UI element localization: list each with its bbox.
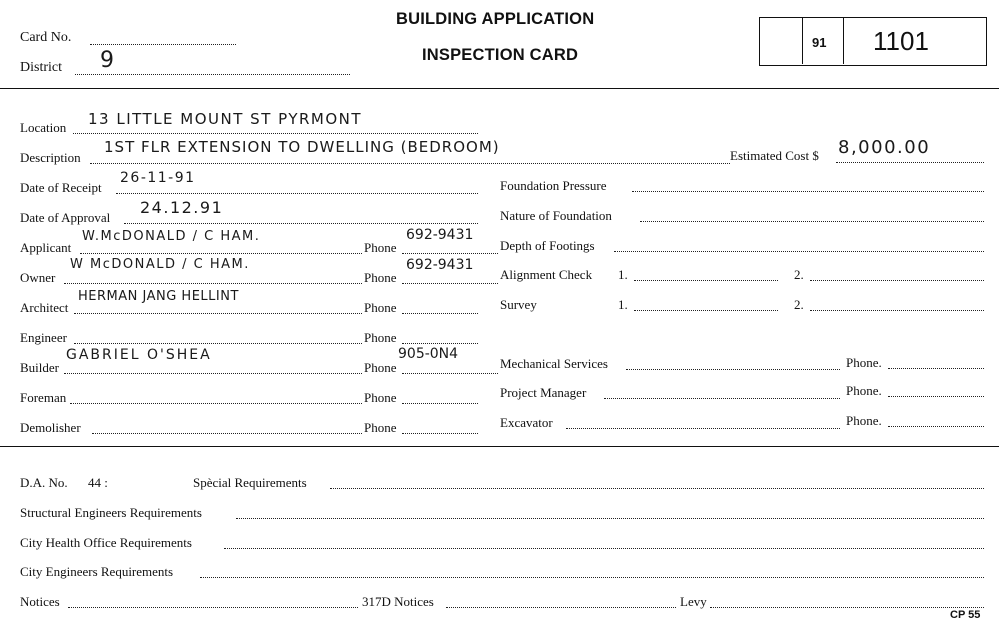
section-divider	[0, 446, 999, 447]
alignment-check-item-2: 2.	[794, 267, 804, 282]
date-of-receipt-value: 26-11-91	[120, 170, 196, 186]
demolisher-phone-label: Phone	[364, 420, 397, 435]
applicant-phone-value: 692-9431	[406, 227, 474, 243]
mechanical-services-field[interactable]	[626, 369, 840, 370]
survey-field-1[interactable]	[634, 310, 778, 311]
survey-field-2[interactable]	[810, 310, 984, 311]
description-field[interactable]	[90, 163, 730, 164]
mechanical-services-label: Mechanical Services	[500, 356, 608, 371]
date-of-approval-label: Date of Approval	[20, 210, 111, 225]
applicant-value: W.McDONALD / C HAM.	[82, 229, 261, 244]
district-value: 9	[100, 48, 115, 73]
builder-label: Builder	[20, 360, 59, 375]
demolisher-label: Demolisher	[20, 420, 81, 435]
engineer-phone-field[interactable]	[402, 343, 478, 344]
applicant-phone-label: Phone	[364, 240, 397, 255]
notices-field[interactable]	[68, 607, 358, 608]
levy-label: Levy	[680, 594, 707, 609]
alignment-check-label: Alignment Check	[500, 267, 593, 282]
special-requirements-field[interactable]	[330, 488, 984, 489]
da-no-value: 44 :	[88, 475, 108, 490]
excavator-phone-field[interactable]	[888, 426, 984, 427]
owner-phone-field[interactable]	[402, 283, 498, 284]
alignment-check-field-1[interactable]	[634, 280, 778, 281]
structural-engineers-field[interactable]	[236, 518, 984, 519]
foreman-phone-field[interactable]	[402, 403, 478, 404]
applicant-label: Applicant	[20, 240, 72, 255]
owner-phone-label: Phone	[364, 270, 397, 285]
applicant-phone-field[interactable]	[402, 253, 498, 254]
builder-phone-value: 905-0N4	[398, 346, 459, 362]
nature-of-foundation-label: Nature of Foundation	[500, 208, 612, 223]
builder-value: GABRIEL O'SHEA	[66, 347, 212, 363]
date-of-approval-value: 24.12.91	[140, 198, 224, 217]
architect-phone-field[interactable]	[402, 313, 478, 314]
survey-item-1: 1.	[618, 297, 628, 312]
depth-of-footings-label: Depth of Footings	[500, 238, 595, 253]
box-divider-2	[843, 17, 844, 64]
levy-field[interactable]	[710, 607, 984, 608]
estimated-cost-value: 8,000.00	[838, 137, 931, 158]
architect-label: Architect	[20, 300, 69, 315]
builder-field[interactable]	[64, 373, 362, 374]
engineer-field[interactable]	[74, 343, 362, 344]
project-manager-field[interactable]	[604, 398, 840, 399]
location-field[interactable]	[73, 133, 478, 134]
box-code: 91	[812, 35, 827, 50]
nature-of-foundation-field[interactable]	[640, 221, 984, 222]
card-no-field[interactable]	[90, 44, 236, 45]
project-manager-phone-field[interactable]	[888, 396, 984, 397]
excavator-field[interactable]	[566, 428, 840, 429]
city-engineers-label: City Engineers Requirements	[20, 564, 174, 579]
city-health-label: City Health Office Requirements	[20, 535, 192, 550]
project-manager-phone-label: Phone.	[846, 383, 882, 398]
date-of-receipt-field[interactable]	[116, 193, 478, 194]
estimated-cost-label: Estimated Cost $	[730, 148, 819, 163]
architect-value: HERMAN JANG HELLINT	[78, 289, 239, 304]
foreman-phone-label: Phone	[364, 390, 397, 405]
special-requirements-label: Spècial Requirements	[193, 475, 307, 490]
location-value: 13 LITTLE MOUNT ST PYRMONT	[88, 110, 363, 128]
architect-phone-label: Phone	[364, 300, 397, 315]
title-line1: BUILDING APPLICATION	[396, 10, 595, 28]
box-divider-1	[802, 17, 803, 64]
depth-of-footings-field[interactable]	[614, 251, 984, 252]
demolisher-field[interactable]	[92, 433, 362, 434]
survey-item-2: 2.	[794, 297, 804, 312]
title-line2: INSPECTION CARD	[422, 46, 579, 64]
description-value: 1ST FLR EXTENSION TO DWELLING (BEDROOM)	[104, 138, 500, 156]
notices-317d-field[interactable]	[446, 607, 676, 608]
architect-field[interactable]	[74, 313, 362, 314]
city-health-field[interactable]	[224, 548, 984, 549]
foundation-pressure-field[interactable]	[632, 191, 984, 192]
notices-label: Notices	[20, 594, 60, 609]
excavator-phone-label: Phone.	[846, 413, 882, 428]
owner-field[interactable]	[64, 283, 362, 284]
mechanical-services-phone-field[interactable]	[888, 368, 984, 369]
excavator-label: Excavator	[500, 415, 553, 430]
date-of-receipt-label: Date of Receipt	[20, 180, 102, 195]
form-code: CP 55	[950, 609, 981, 621]
header-divider	[0, 88, 999, 89]
date-of-approval-field[interactable]	[124, 223, 478, 224]
owner-value: W McDONALD / C HAM.	[70, 257, 250, 272]
alignment-check-field-2[interactable]	[810, 280, 984, 281]
estimated-cost-field[interactable]	[836, 162, 984, 163]
foreman-field[interactable]	[70, 403, 362, 404]
applicant-field[interactable]	[80, 253, 362, 254]
box-number: 1101	[873, 26, 929, 56]
survey-label: Survey	[500, 297, 537, 312]
mechanical-services-phone-label: Phone.	[846, 355, 882, 370]
builder-phone-label: Phone	[364, 360, 397, 375]
city-engineers-field[interactable]	[200, 577, 984, 578]
district-label: District	[20, 60, 62, 75]
notices-317d-label: 317D Notices	[362, 594, 434, 609]
project-manager-label: Project Manager	[500, 385, 587, 400]
district-field[interactable]	[75, 74, 350, 75]
engineer-phone-label: Phone	[364, 330, 397, 345]
owner-label: Owner	[20, 270, 56, 285]
card-no-label: Card No.	[20, 30, 72, 45]
da-no-label: D.A. No.	[20, 475, 68, 490]
location-label: Location	[20, 120, 67, 135]
demolisher-phone-field[interactable]	[402, 433, 478, 434]
engineer-label: Engineer	[20, 330, 67, 345]
foreman-label: Foreman	[20, 390, 67, 405]
foundation-pressure-label: Foundation Pressure	[500, 178, 607, 193]
builder-phone-field[interactable]	[402, 373, 498, 374]
owner-phone-value: 692-9431	[406, 257, 474, 273]
alignment-check-item-1: 1.	[618, 267, 628, 282]
description-label: Description	[20, 150, 81, 165]
structural-engineers-label: Structural Engineers Requirements	[20, 505, 202, 520]
